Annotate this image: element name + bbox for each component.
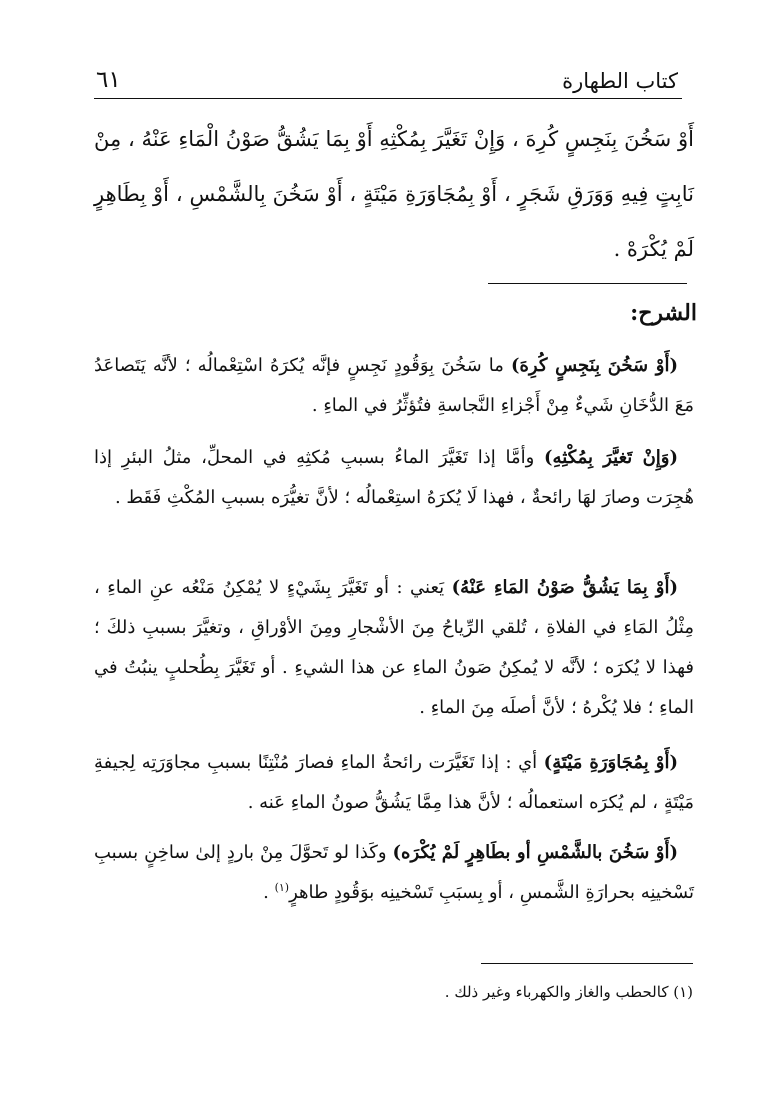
commentary-text: ما سَخُنَ بِوَقُودٍ نَجِسٍ فإنَّه يُكرَهُ اسْتِعْمالُه ؛ لأنَّه يَتَصاعَدُ مَعَ الدُّخَانِ شَيءٌ مِنْ أَجْزاءِ النَّجاسةِ فتُؤثِّرُ في الماءِ . [94,355,694,416]
quoted-matn: (وَإِنْ تَغيَّرَ بِمُكْثِهِ) [544,447,678,468]
quoted-matn: (أَوْ سَخُنَ بالشَّمْسِ أو بطَاهِرٍ لَمْ يُكْرَه) [392,842,678,863]
commentary-text: وأمَّا إذا تَغَيَّرَ الماءُ بسببِ مُكثِهِ في المحلِّ، مثلُ البئرِ إذا هُجِرَت وصارَ لهَا رائحةٌ ، فهذا لَا يُكرَهُ استِعْمالُه ؛ لأنَّ تغيُّرَه بسببِ المُكْثِ فَقَط . [94,447,694,508]
footnote-marker[interactable]: (١) [274,881,290,894]
commentary-text: يَعني : أو تَغَيَّرَ بِشَيْءٍ لا يُمْكِنُ مَنْعُه عنِ الماءِ ، مِثْلُ المَاءِ في الفلاةِ ، تُلقي الرِّياحُ مِنَ الأشْجارِ ومِنَ الأوْراقِ ، وتغيَّرَ بسببِ ذلكَ ؛ فهذا لا يُكرَه ؛ لأنَّه لا يُمكِنُ صَونُ الماءِ عن هذا الشيءِ . أو تَغَيَّرَ بِطُحلبٍ ينبُتُ في الماءِ ؛ فلا يُكْرهُ ؛ لأنَّ أصلَه مِنَ الماءِ . [94,577,694,718]
quoted-matn: (أَوْ بِمَا يَشُقُّ صَوْنُ المَاءِ عَنْهُ) [451,577,678,598]
footnote-divider [481,963,693,964]
sharh-paragraph [94,833,694,913]
sharh-paragraph [94,743,694,823]
sharh-heading: الشرح: [630,300,697,326]
quoted-matn: (أَوْ بِمُجَاوَرَةِ مَيْتَةٍ) [543,752,678,773]
sharh-paragraph [94,438,694,518]
matn-text: أَوْ سَخُنَ بِنَجِسٍ كُرِهَ ، وَإِنْ تَغَيَّرَ بِمُكْثِهِ أَوْ بِمَا يَشُقُّ صَوْنُ الْمَاءِ عَنْهُ ، مِنْ نَابِتٍ فِيهِ وَوَرَقِ شَجَرٍ ، أَوْ بِمُجَاوَرَةِ مَيْتَةٍ ، أَوْ سَخُنَ بِالشَّمْسِ ، أَوْ بِطَاهِرٍ لَمْ يُكْرَهْ . [94,127,694,261]
sharh-paragraph [94,568,694,728]
page-number: ٦١ [96,67,121,93]
matn-divider [488,283,687,284]
commentary-text: وكَذا لو تَحوَّلَ مِنْ باردٍ إلىٰ ساخِنٍ بسببِ تَسْخينِه بحرارَةِ الشَّمسِ ، أو بِسبَبِ تَسْخينِه بوَقُودٍ طاهرٍ [94,842,694,903]
commentary-text: أي : إذا تَغَيَّرَت رائحةُ الماءِ فصارَ مُنْتِنًا بسببِ مجاوَرَتِه لِجيفةِ مَيْتَةٍ ، لم يُكرَه استعمالُه ؛ لأنَّ هذا مِمَّا يَشُقُّ صونُ الماءِ عَنه . [94,752,694,813]
sharh-paragraph [94,346,694,426]
quoted-matn: (أَوْ سَخُنَ بِنَجِسٍ كُرِهَ) [510,355,678,376]
footnote: (١) كالحطب والغاز والكهرباء وغير ذلك . [444,983,693,1001]
book-title: كتاب الطهارة [562,69,678,93]
paragraph-end: . [263,882,275,903]
running-header [94,66,682,99]
